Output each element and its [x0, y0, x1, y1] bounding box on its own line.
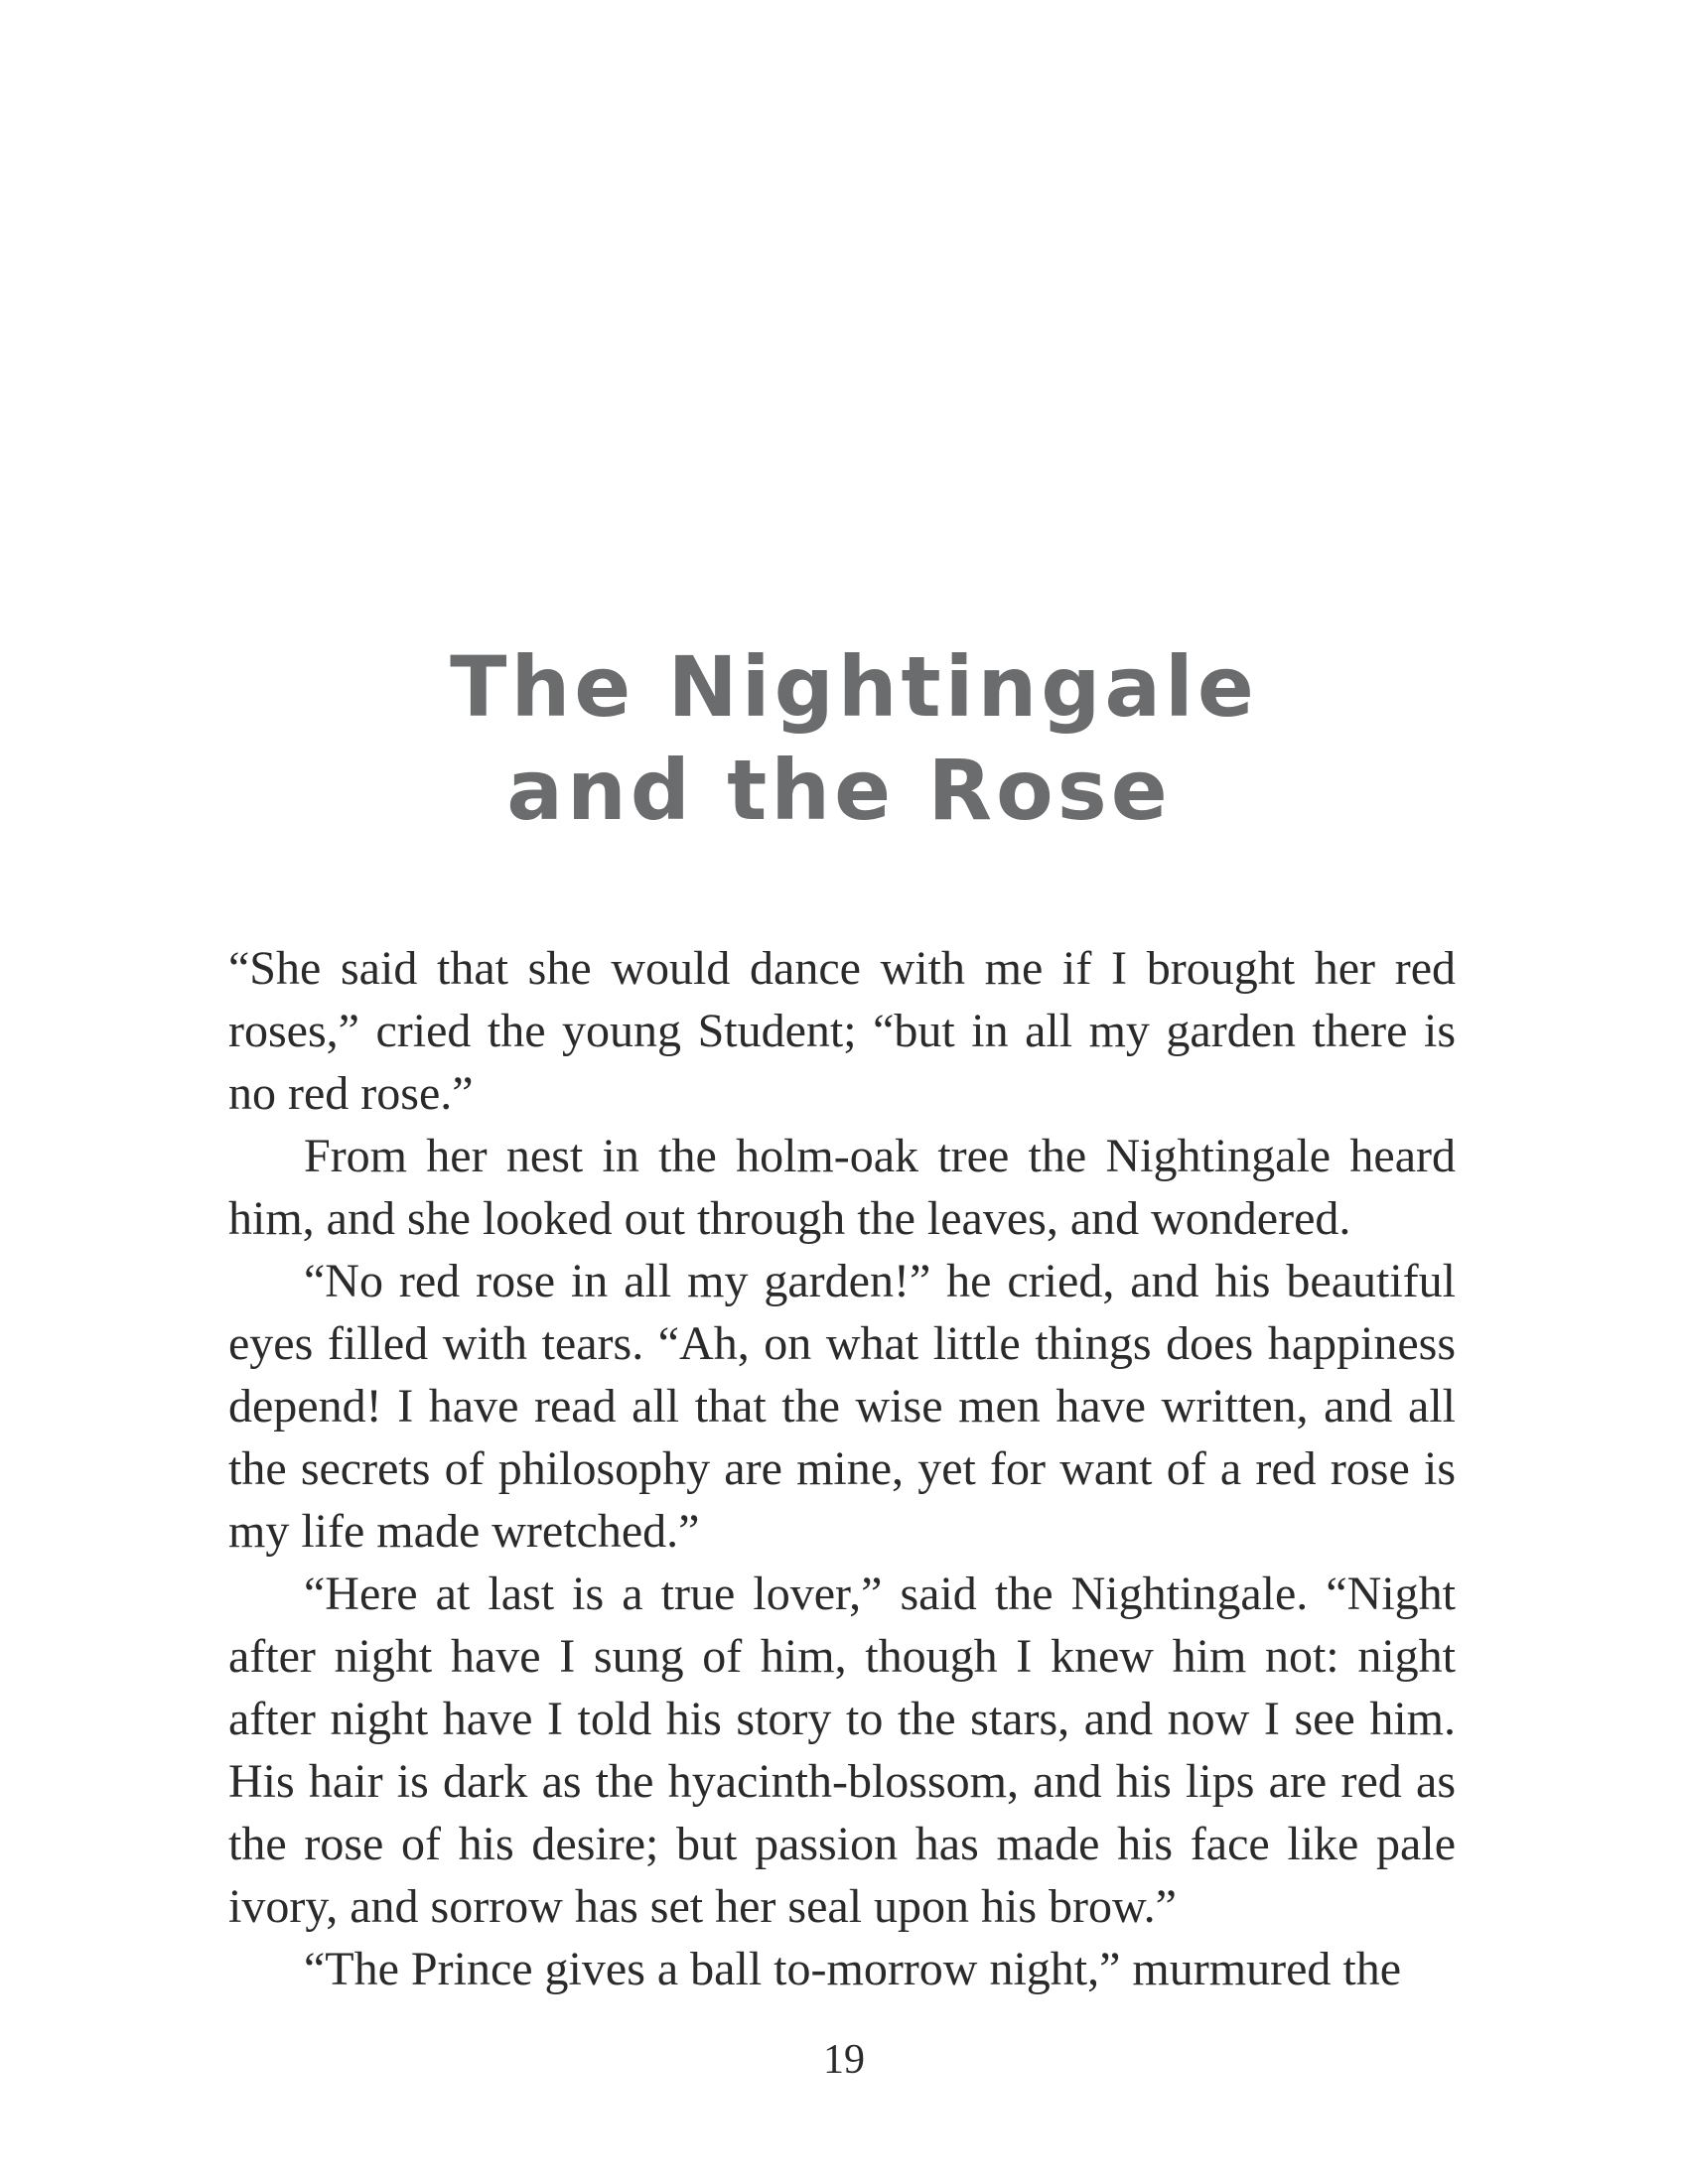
chapter-title-line-2: and the Rose [506, 742, 1172, 839]
chapter-title-line-1: The Nightingale [450, 638, 1258, 736]
paragraph: “No red rose in all my garden!” he cried, and his beautiful eyes filled with tears. “Ah, on what little things does happiness depend! I have read all that the wise men have written, and all the secrets of philosophy are mine, yet for want of a red rose is my life made wretched.” [228, 1255, 1456, 1558]
paragraph: “The Prince gives a ball to-morrow night,” murmured the [304, 1943, 1402, 1995]
chapter-title [0, 635, 1688, 842]
story-body [228, 937, 1456, 2000]
paragraph: From her nest in the holm-oak tree the Nightingale heard him, and she looked out through the leaves, and wondered. [228, 1130, 1456, 1245]
paragraph: “Here at last is a true lover,” said the Nightingale. “Night after night have I sung of him, though I knew him not: night after night have I told his story to the stars, and now I see him. His hair is dark as the hyacinth-blossom, and his lips are red as the rose of his desire; but passion has made his face like pale ivory, and sorrow has set her seal upon his brow.” [228, 1568, 1456, 1933]
page-number: 19 [823, 2037, 865, 2083]
paragraph: “She said that she would dance with me if I brought her red roses,” cried the young Student; “but in all my garden there is no red rose.” [228, 942, 1456, 1120]
